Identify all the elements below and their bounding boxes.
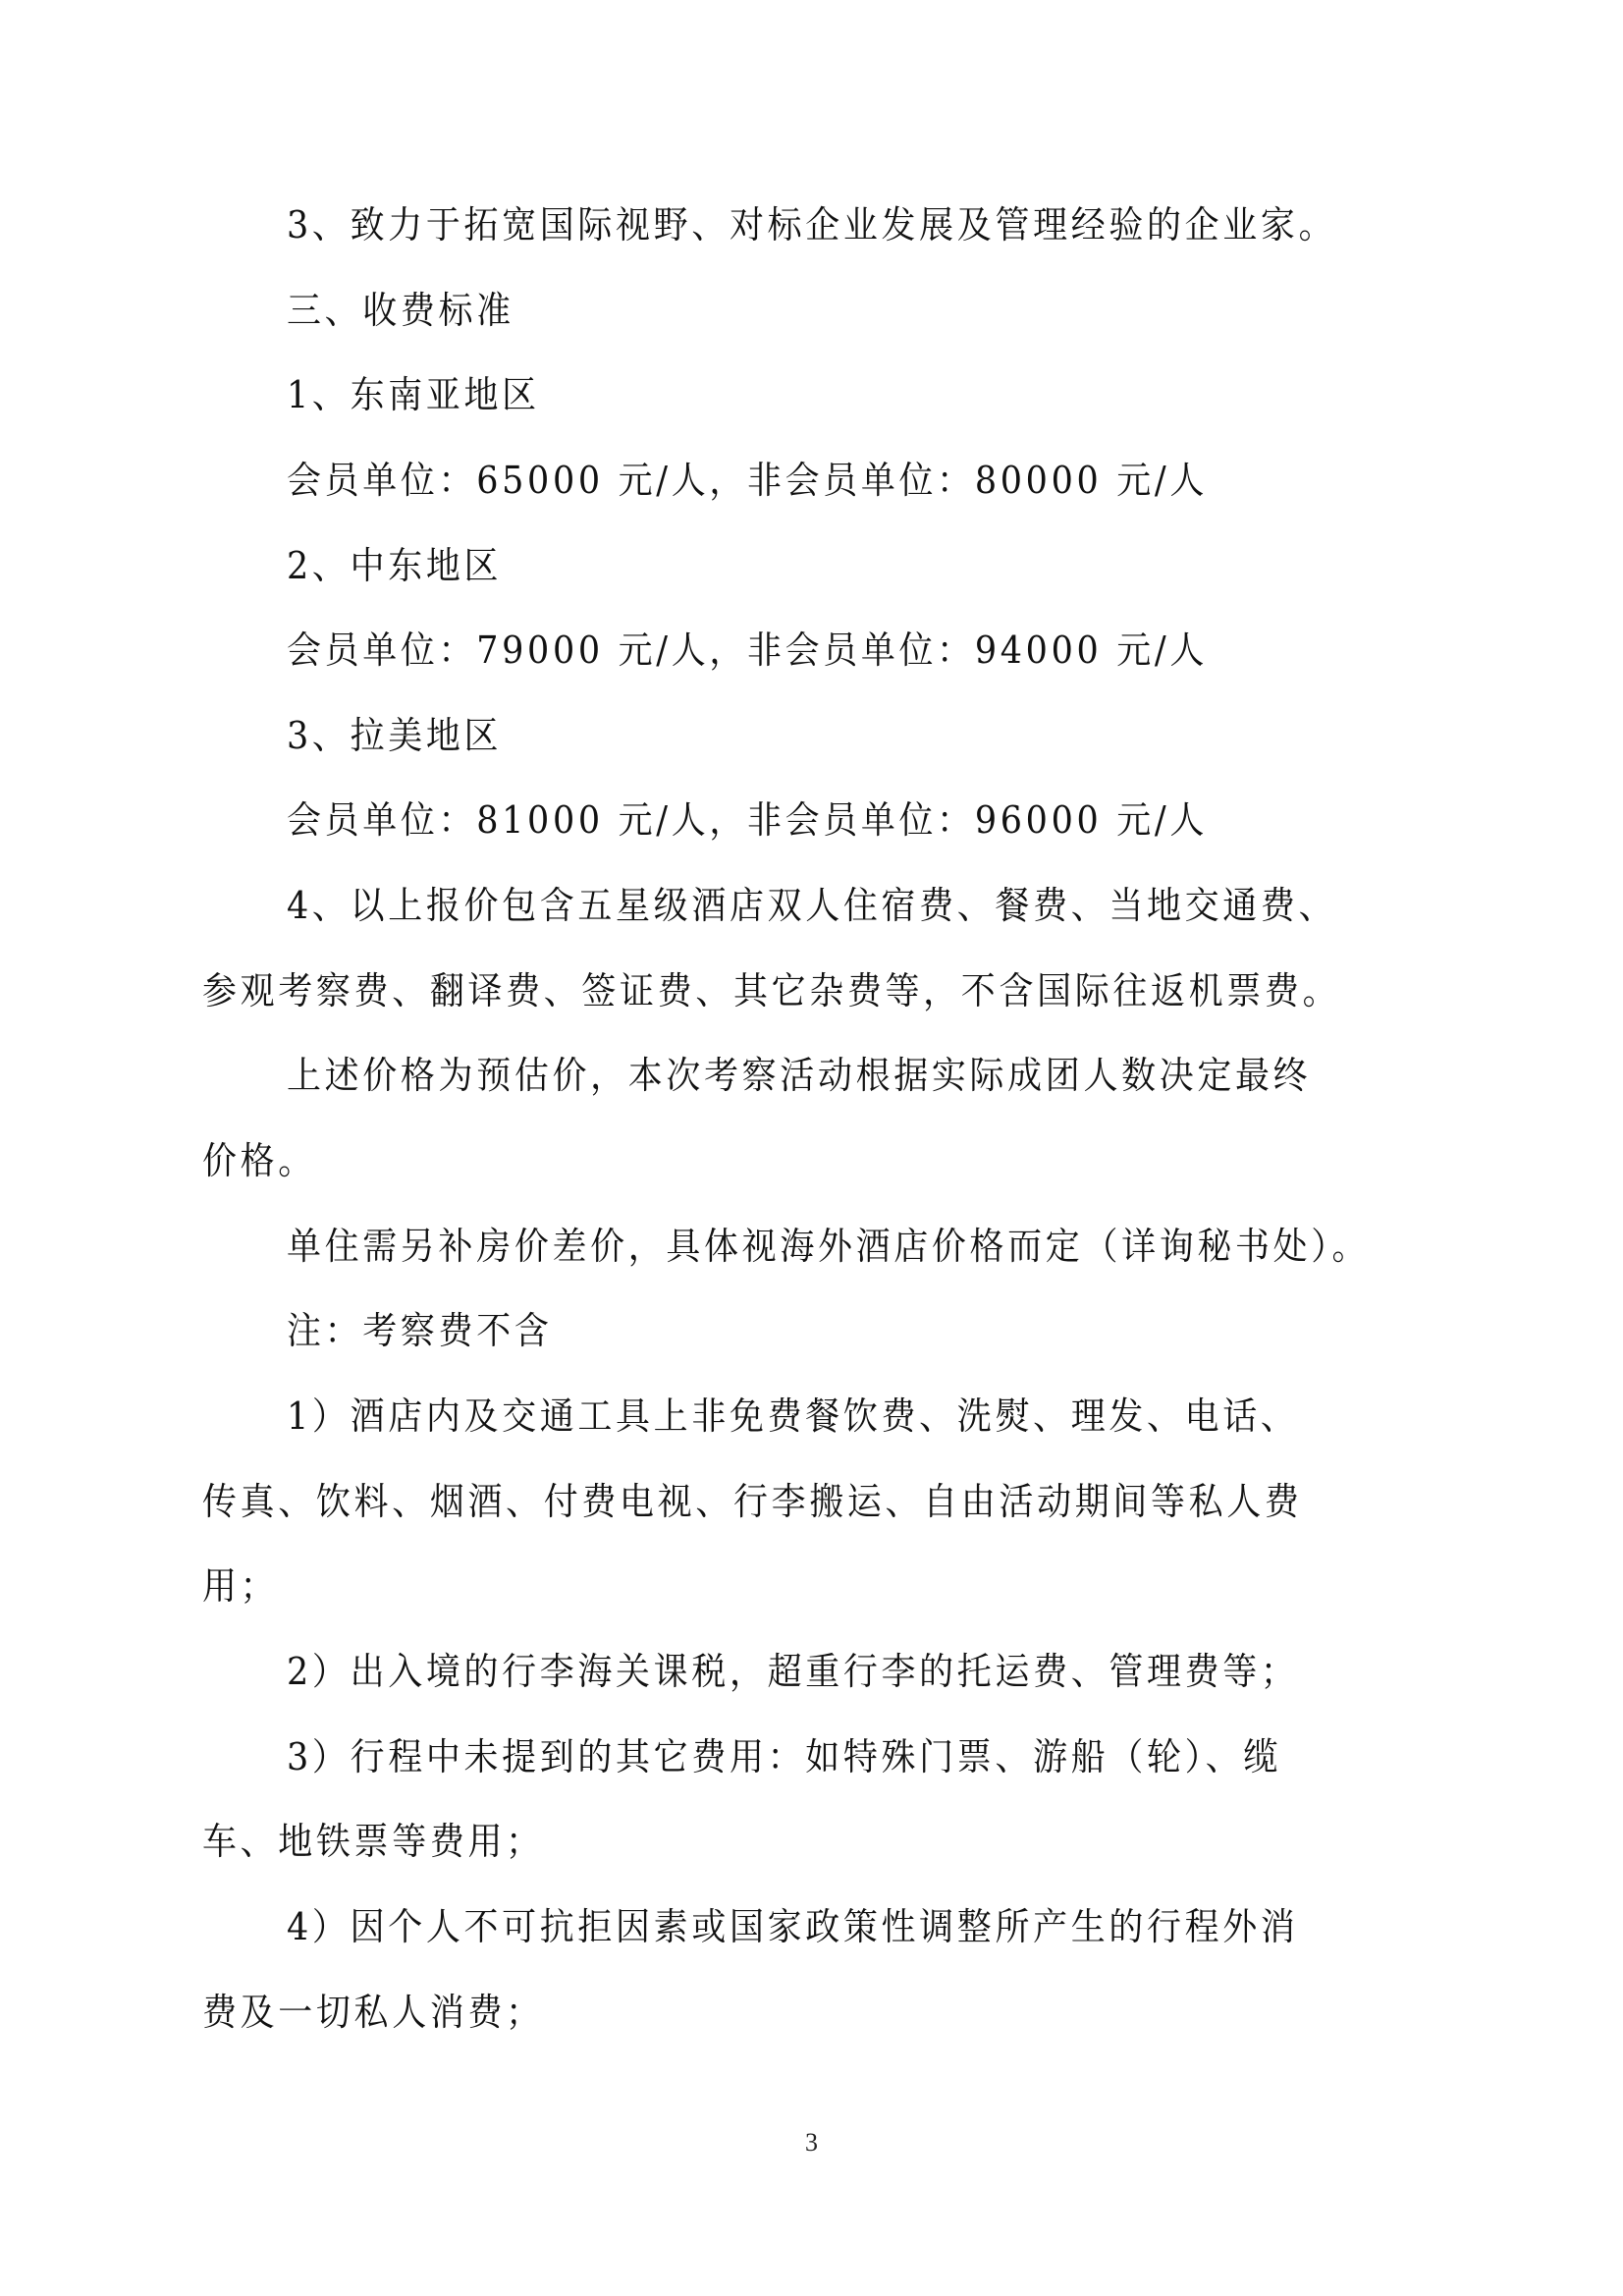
text-line: 会员单位：81000 元/人，非会员单位：96000 元/人 (287, 798, 1208, 842)
text-line: 3）行程中未提到的其它费用：如特殊门票、游船（轮）、缆 (287, 1735, 1282, 1778)
text-line: 2、中东地区 (287, 544, 503, 587)
text-line: 4、以上报价包含五星级酒店双人住宿费、餐费、当地交通费、 (287, 884, 1337, 927)
text-line: 3、致力于拓宽国际视野、对标企业发展及管理经验的企业家。 (287, 203, 1337, 246)
text-line: 价格。 (202, 1139, 316, 1182)
text-line: 会员单位：65000 元/人，非会员单位：80000 元/人 (287, 459, 1208, 502)
text-line: 1、东南亚地区 (287, 373, 540, 416)
text-line: 会员单位：79000 元/人，非会员单位：94000 元/人 (287, 629, 1208, 672)
text-line: 用； (202, 1564, 279, 1608)
text-line: 1）酒店内及交通工具上非免费餐饮费、洗熨、理发、电话、 (287, 1394, 1299, 1438)
text-line: 单住需另补房价差价，具体视海外酒店价格而定（详询秘书处）。 (287, 1225, 1371, 1268)
text-line: 参观考察费、翻译费、签证费、其它杂费等，不含国际往返机票费。 (202, 969, 1341, 1012)
page-number: 3 (805, 2128, 818, 2157)
text-line: 注：考察费不含 (287, 1309, 553, 1352)
text-line: 3、拉美地区 (287, 714, 503, 757)
text-line: 车、地铁票等费用； (202, 1820, 544, 1863)
text-line: 4）因个人不可抗拒因素或国家政策性调整所产生的行程外消 (287, 1905, 1299, 1948)
text-line: 传真、饮料、烟酒、付费电视、行李搬运、自由活动期间等私人费 (202, 1480, 1303, 1523)
text-line: 费及一切私人消费； (202, 1991, 544, 2034)
text-line: 2）出入境的行李海关课税，超重行李的托运费、管理费等； (287, 1650, 1299, 1693)
text-line: 上述价格为预估价，本次考察活动根据实际成团人数决定最终 (287, 1054, 1312, 1097)
text-line: 三、收费标准 (287, 289, 514, 332)
